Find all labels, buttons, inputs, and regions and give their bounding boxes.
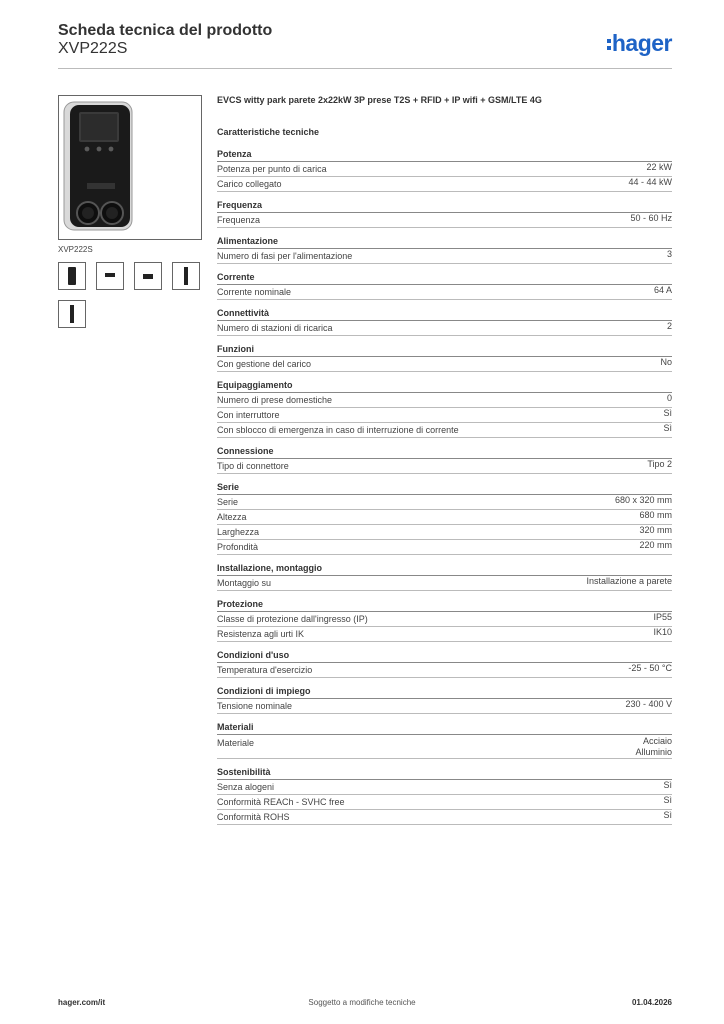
- spec-row: [217, 162, 672, 177]
- charging-station-icon: [59, 96, 201, 239]
- spec-value: [639, 525, 672, 536]
- section-title: Connettività: [217, 307, 672, 321]
- spec-value: [653, 627, 672, 638]
- spec-row: [217, 177, 672, 192]
- spec-value: [660, 357, 672, 368]
- thumbnail-bottom-icon: [143, 274, 153, 279]
- spec-label: Conformità REACh - SVHC free: [217, 797, 345, 807]
- specifications: [217, 95, 672, 832]
- thumbnail-side-right[interactable]: [58, 300, 86, 328]
- spec-value: [647, 459, 672, 470]
- hager-logo[interactable]: [607, 30, 672, 57]
- spec-label: Con sblocco di emergenza in caso di interruzione di corrente: [217, 425, 459, 435]
- spec-row: [217, 408, 672, 423]
- spec-value-line: 3: [666, 249, 672, 259]
- spec-label: Carico collegato: [217, 179, 282, 189]
- image-caption: XVP222S: [58, 245, 93, 254]
- spec-label: Materiale: [217, 738, 255, 748]
- spec-label: Larghezza: [217, 527, 260, 537]
- spec-value-line: Alluminio: [635, 747, 672, 757]
- spec-value: [586, 576, 672, 587]
- spec-section: [217, 199, 672, 228]
- thumbnail-side-left[interactable]: [172, 262, 200, 290]
- footer-note: Soggetto a modifiche tecniche: [308, 998, 416, 1007]
- section-title: Installazione, montaggio: [217, 562, 672, 576]
- spec-value-line: 230 - 400 V: [625, 699, 672, 709]
- section-title: Potenza: [217, 148, 672, 162]
- spec-label: Tensione nominale: [217, 701, 293, 711]
- spec-label: Temperatura d'esercizio: [217, 665, 313, 675]
- spec-section: [217, 721, 672, 759]
- spec-row: [217, 627, 672, 642]
- spec-row: [217, 699, 672, 714]
- spec-value: [639, 540, 672, 551]
- spec-section: [217, 481, 672, 555]
- spec-row: [217, 459, 672, 474]
- spec-value: [628, 663, 672, 674]
- spec-value: [663, 423, 672, 434]
- spec-value-line: -25 - 50 °C: [628, 663, 672, 673]
- spec-label: Tipo di connettore: [217, 461, 289, 471]
- spec-label: Altezza: [217, 512, 247, 522]
- spec-value: [625, 699, 672, 710]
- spec-row: [217, 810, 672, 825]
- spec-label: Numero di stazioni di ricarica: [217, 323, 333, 333]
- spec-row: [217, 495, 672, 510]
- section-title: Materiali: [217, 721, 672, 735]
- spec-row: [217, 540, 672, 555]
- spec-section: [217, 766, 672, 825]
- logo-dots-icon: [607, 36, 611, 53]
- spec-section: [217, 649, 672, 678]
- spec-label: Frequenza: [217, 215, 261, 225]
- spec-value: [663, 408, 672, 419]
- spec-value-line: 0: [666, 393, 672, 403]
- spec-label: Con interruttore: [217, 410, 280, 420]
- footer-date: 01.04.2026: [631, 998, 672, 1007]
- spec-label: Corrente nominale: [217, 287, 292, 297]
- spec-label: Montaggio su: [217, 578, 272, 588]
- spec-sections: [217, 148, 672, 825]
- spec-value: [653, 612, 672, 623]
- spec-value: [667, 393, 672, 404]
- spec-value: [654, 285, 672, 296]
- spec-value-line: 220 mm: [639, 540, 672, 550]
- spec-value-line: Sì: [663, 780, 672, 790]
- spec-label: Numero di prese domestiche: [217, 395, 333, 405]
- spec-row: [217, 780, 672, 795]
- page-title: Scheda tecnica del prodotto: [58, 22, 273, 39]
- spec-value-line: Sì: [663, 795, 672, 805]
- spec-value: [663, 780, 672, 791]
- spec-section: [217, 685, 672, 714]
- spec-value-line: Sì: [663, 423, 672, 433]
- section-title: Condizioni d'uso: [217, 649, 672, 663]
- spec-row: [217, 525, 672, 540]
- spec-section: [217, 148, 672, 192]
- spec-section: [217, 307, 672, 336]
- section-title: Serie: [217, 481, 672, 495]
- spec-row: [217, 510, 672, 525]
- spec-value-line: Sì: [663, 408, 672, 418]
- thumbnail-top-icon: [105, 273, 115, 277]
- section-title: Frequenza: [217, 199, 672, 213]
- thumbnail-top[interactable]: [96, 262, 124, 290]
- spec-label: Resistenza agli urti IK: [217, 629, 305, 639]
- header-divider: [58, 68, 672, 69]
- spec-section: [217, 445, 672, 474]
- spec-row: [217, 795, 672, 810]
- spec-row: [217, 213, 672, 228]
- spec-value: [635, 736, 672, 758]
- spec-value-line: Sì: [663, 810, 672, 820]
- spec-row: [217, 612, 672, 627]
- spec-row: [217, 735, 672, 759]
- spec-row: [217, 249, 672, 264]
- section-title: Equipaggiamento: [217, 379, 672, 393]
- spec-value: [663, 810, 672, 821]
- spec-section: [217, 379, 672, 438]
- section-title: Funzioni: [217, 343, 672, 357]
- specs-heading: Caratteristiche tecniche: [217, 127, 320, 137]
- spec-value-line: Tipo 2: [647, 459, 672, 469]
- spec-label: Con gestione del carico: [217, 359, 312, 369]
- spec-section: [217, 343, 672, 372]
- section-title: Protezione: [217, 598, 672, 612]
- spec-value: [663, 795, 672, 806]
- thumbnail-front[interactable]: [58, 262, 86, 290]
- spec-row: [217, 393, 672, 408]
- thumbnail-side-right-icon: [70, 305, 74, 323]
- spec-section: [217, 235, 672, 264]
- spec-row: [217, 663, 672, 678]
- spec-label: Conformità ROHS: [217, 812, 290, 822]
- spec-row: [217, 423, 672, 438]
- section-title: Condizioni di impiego: [217, 685, 672, 699]
- spec-label: Classe di protezione dall'ingresso (IP): [217, 614, 368, 624]
- product-code: XVP222S: [58, 40, 128, 57]
- spec-value: [628, 177, 672, 188]
- footer-website[interactable]: hager.com/it: [58, 998, 106, 1007]
- logo-text: hager: [611, 30, 672, 56]
- spec-value-line: 320 mm: [639, 525, 672, 535]
- thumbnail-front-icon: [68, 267, 76, 285]
- spec-value-line: IK10: [653, 627, 672, 637]
- thumbnail-bottom[interactable]: [134, 262, 162, 290]
- spec-label: Potenza per punto di carica: [217, 164, 327, 174]
- spec-value: [667, 249, 672, 260]
- spec-value: [667, 321, 672, 332]
- spec-row: [217, 285, 672, 300]
- spec-value-line: Acciaio: [642, 736, 672, 746]
- spec-value: [646, 162, 672, 173]
- section-title: Alimentazione: [217, 235, 672, 249]
- spec-label: Numero di fasi per l'alimentazione: [217, 251, 353, 261]
- product-image[interactable]: [58, 95, 202, 240]
- spec-value-line: No: [660, 357, 672, 367]
- spec-label: Serie: [217, 497, 239, 507]
- product-description: EVCS witty park parete 2x22kW 3P prese T2S + RFID + IP wifi + GSM/LTE 4G: [217, 95, 542, 105]
- section-title: Connessione: [217, 445, 672, 459]
- spec-value-line: 22 kW: [646, 162, 672, 172]
- spec-row: [217, 576, 672, 591]
- section-title: Sostenibilità: [217, 766, 672, 780]
- spec-value-line: Installazione a parete: [586, 576, 672, 586]
- spec-value-line: IP55: [653, 612, 672, 622]
- spec-value-line: 64 A: [653, 285, 672, 295]
- spec-value-line: 2: [666, 321, 672, 331]
- spec-value-line: 680 x 320 mm: [614, 495, 672, 505]
- spec-value-line: 50 - 60 Hz: [630, 213, 672, 223]
- section-title: Corrente: [217, 271, 672, 285]
- spec-value: [630, 213, 672, 224]
- spec-row: [217, 357, 672, 372]
- spec-row: [217, 321, 672, 336]
- spec-label: Senza alogeni: [217, 782, 275, 792]
- spec-label: Profondità: [217, 542, 259, 552]
- spec-section: [217, 271, 672, 300]
- spec-value-line: 44 - 44 kW: [628, 177, 672, 187]
- thumbnail-side-left-icon: [184, 267, 188, 285]
- spec-value-line: 680 mm: [639, 510, 672, 520]
- spec-value: [615, 495, 672, 506]
- spec-section: [217, 598, 672, 642]
- spec-value: [639, 510, 672, 521]
- spec-section: [217, 562, 672, 591]
